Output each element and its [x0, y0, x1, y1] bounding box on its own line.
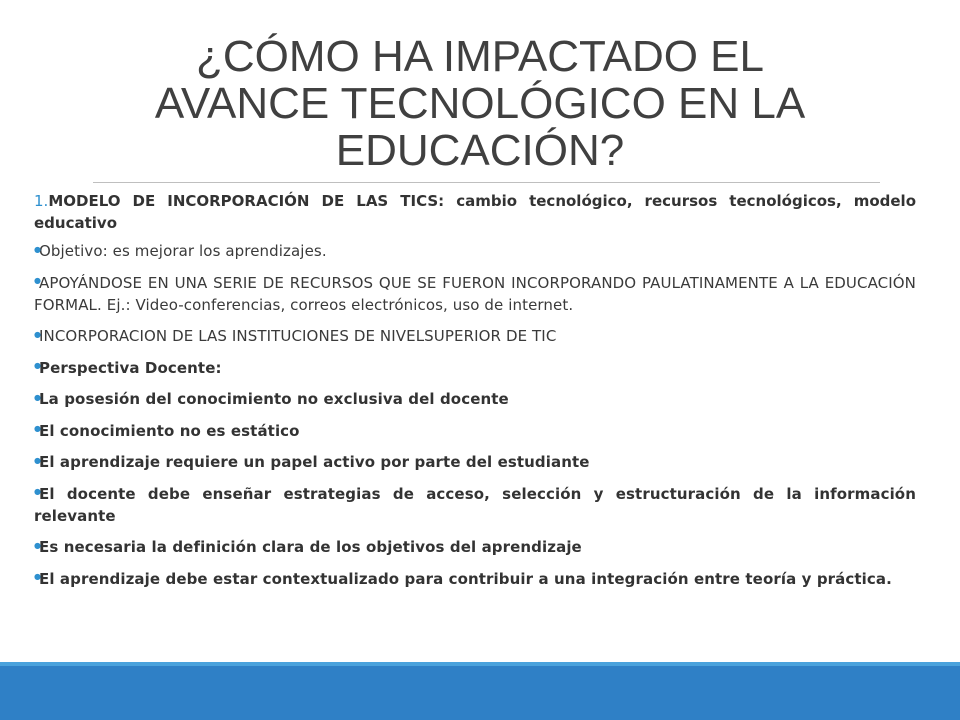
bullet-text: El aprendizaje requiere un papel activo por parte del estudiante: [39, 453, 590, 471]
bullet-item: [34, 240, 916, 263]
bullet-dot-icon: ●: [34, 455, 42, 465]
slide-title: [80, 33, 880, 174]
bullet-item: [34, 568, 916, 591]
bullet-text: Objetivo: es mejorar los aprendizajes.: [39, 242, 327, 260]
bullet-dot-icon: ●: [34, 329, 42, 339]
bullet-text: Perspectiva Docente:: [39, 358, 222, 377]
bullet-dot-icon: ●: [34, 424, 42, 433]
bullet-item: [34, 357, 916, 380]
footer-bar: [0, 666, 960, 720]
bullet-text: El conocimiento no es estático: [39, 421, 300, 440]
section-number: 1.: [34, 192, 49, 210]
bullet-item: [34, 420, 916, 443]
section-heading: [34, 190, 916, 234]
bullet-text: INCORPORACION DE LAS INSTITUCIONES DE NIVELSUPERIOR DE TIC: [39, 327, 557, 345]
bullet-dot-icon: ●: [34, 487, 42, 496]
bullet-dot-icon: ●: [34, 572, 42, 581]
bullet-dot-icon: ●: [34, 392, 42, 402]
bullet-text: El aprendizaje debe estar contextualizado para contribuir a una integración entre teoría y práctica.: [39, 569, 892, 588]
title-line-1: ¿CÓMO HA IMPACTADO EL: [196, 32, 764, 81]
section-heading-text: MODELO DE INCORPORACIÓN DE LAS TICS: cambio tecnológico, recursos tecnológicos, modelo educativo: [34, 192, 916, 232]
bullet-text: La posesión del conocimiento no exclusiva del docente: [39, 390, 509, 408]
title-line-3: EDUCACIÓN?: [335, 126, 625, 175]
bullet-dot-icon: ●: [34, 361, 42, 370]
bullet-text: Es necesaria la definición clara de los objetivos del aprendizaje: [39, 538, 582, 556]
bullet-dot-icon: ●: [34, 244, 42, 254]
title-divider: [93, 182, 880, 183]
bullet-item: [34, 325, 916, 348]
bullet-dot-icon: ●: [34, 540, 42, 550]
bullet-item: [34, 272, 916, 317]
bullet-text: El docente debe enseñar estrategias de acceso, selección y estructuración de la información relevante: [34, 484, 916, 525]
bullet-item: [34, 483, 916, 528]
bullet-text: APOYÁNDOSE EN UNA SERIE DE RECURSOS QUE SE FUERON INCORPORANDO PAULATINAMENTE A LA EDUCACIÓN FORMAL. Ej.: Video-conferencias, correos electrónicos, uso de internet.: [34, 273, 916, 314]
title-line-2: AVANCE TECNOLÓGICO EN LA: [154, 79, 806, 128]
slide-body: [34, 190, 916, 599]
bullet-dot-icon: ●: [34, 276, 42, 285]
bullet-item: [34, 536, 916, 559]
bullet-item: [34, 388, 916, 411]
bullet-item: [34, 451, 916, 474]
